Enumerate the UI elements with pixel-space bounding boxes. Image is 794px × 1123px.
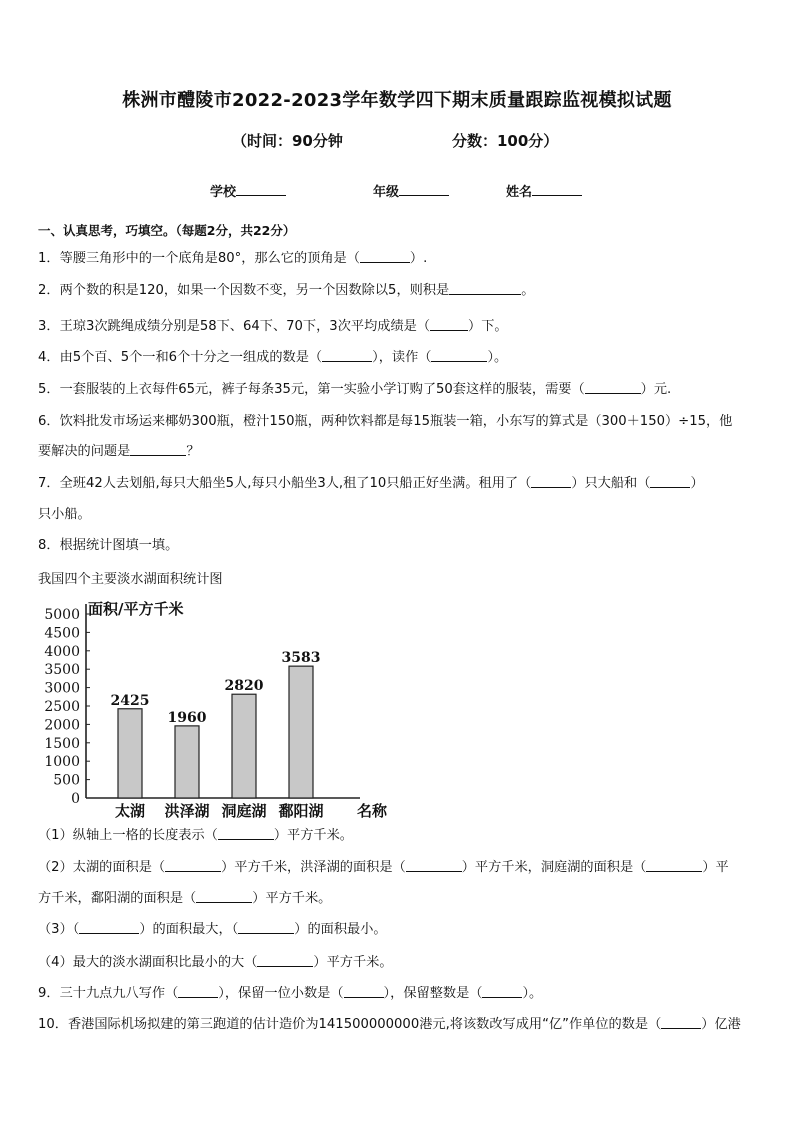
bar-4	[289, 666, 313, 798]
q8-2-text-e: 方千米，鄱阳湖的面积是（	[38, 891, 197, 906]
grade-label: 年级	[373, 185, 400, 200]
y-tick-label: 2000	[44, 717, 80, 734]
question-8-4	[38, 954, 393, 972]
q3-answer-blank[interactable]	[430, 318, 468, 331]
q7-text-end: ）	[690, 476, 704, 491]
question-7	[38, 475, 704, 493]
y-ticks	[44, 607, 90, 807]
bars	[118, 666, 313, 798]
school-label: 学校	[210, 185, 237, 200]
bar-value-label: 2425	[110, 692, 150, 709]
q4-text: 4．由5个百、5个一和6个十分之一组成的数是（	[38, 350, 323, 365]
q8-2-text-a: （2）太湖的面积是（	[38, 860, 166, 875]
q8-3-smallest-blank[interactable]	[238, 921, 294, 934]
y-tick-label: 3000	[44, 680, 80, 697]
q8-4-answer-blank[interactable]	[257, 954, 313, 967]
y-tick-label: 1000	[44, 754, 80, 771]
q4-text-mid: ），读作（	[372, 350, 432, 365]
q9-text-a: 9．三十九点九八写作（	[38, 986, 179, 1001]
bar-chart	[30, 590, 410, 825]
y-tick-label: 2500	[44, 699, 80, 715]
q8-3-largest-blank[interactable]	[79, 921, 139, 934]
x-ticks	[115, 802, 324, 820]
x-axis-label: 名称	[356, 802, 388, 820]
y-tick-label: 500	[53, 772, 80, 789]
q8-2-hongze-blank[interactable]	[406, 859, 462, 872]
y-tick-label: 0	[71, 791, 80, 807]
page-title: 株洲市醴陵市2022-2023学年数学四下期末质量跟踪监视模拟试题	[122, 90, 672, 111]
q9-text-d: ）。	[522, 986, 543, 1001]
q8-1-answer-blank[interactable]	[218, 827, 274, 840]
q7-text: 7．全班42人去划船,每只大船坐5人,每只小船坐3人,租了10只船正好坐满。租用了（	[38, 476, 532, 491]
q9-text-b: ），保留一位小数是（	[218, 986, 344, 1001]
question-7-line2: 只小船。	[38, 507, 91, 522]
q5-text: 5．一套服装的上衣每件65元，裤子每条35元，第一实验小学订购了50套这样的服装，需要（	[38, 382, 585, 397]
bar-1	[118, 709, 142, 798]
q2-text-end: 。	[521, 283, 535, 298]
y-tick-label: 4500	[44, 625, 80, 642]
q2-answer-blank[interactable]	[449, 282, 521, 295]
q4-text-end: ）。	[487, 350, 508, 365]
q8-3-text-b: ）的面积最大，（	[139, 922, 239, 937]
q10-text-end: ）亿港	[701, 1017, 741, 1032]
q10-answer-blank[interactable]	[661, 1016, 701, 1029]
q2-text: 2．两个数的积是120，如果一个因数不变，另一个因数除以5，则积是	[38, 283, 450, 298]
q8-4-text-end: ）平方千米。	[313, 955, 393, 970]
grade-field	[373, 181, 449, 200]
bar-2	[175, 726, 199, 798]
q8-1-text: （1）纵轴上一格的长度表示（	[38, 828, 218, 843]
question-10	[38, 1016, 741, 1034]
q9-integer-blank[interactable]	[482, 985, 522, 998]
grade-blank[interactable]	[399, 183, 449, 196]
q3-text-end: ）下。	[468, 319, 508, 334]
q9-written-blank[interactable]	[178, 985, 218, 998]
y-tick-label: 4000	[44, 643, 80, 660]
name-blank[interactable]	[532, 183, 582, 196]
q8-2-poyang-blank[interactable]	[196, 890, 252, 903]
q8-4-text: （4）最大的淡水湖面积比最小的大（	[38, 955, 258, 970]
q4-reading-blank[interactable]	[431, 349, 487, 362]
q7-big-boat-blank[interactable]	[531, 475, 571, 488]
exam-time: （时间：90分钟	[232, 132, 343, 150]
bar-value-label: 2820	[224, 678, 264, 695]
q8-3-text-c: ）的面积最小。	[294, 922, 387, 937]
q8-2-text-b: ）平方千米，洪泽湖的面积是（	[221, 860, 406, 875]
q1-text: 1．等腰三角形中的一个底角是80°，那么它的顶角是（	[38, 251, 360, 266]
question-3	[38, 318, 508, 336]
question-8-2	[38, 859, 729, 877]
q7-text-mid: ）只大船和（	[571, 476, 651, 491]
question-9	[38, 985, 542, 1003]
school-field	[210, 181, 286, 200]
y-tick-label: 5000	[44, 607, 80, 623]
q8-1-text-end: ）平方千米。	[273, 828, 353, 843]
x-tick-label: 洪泽湖	[164, 802, 210, 820]
bar-value-label: 1960	[167, 709, 207, 726]
q8-2-dongting-blank[interactable]	[646, 859, 702, 872]
q5-text-end: ）元.	[640, 382, 672, 397]
q9-text-c: ），保留整数是（	[383, 986, 483, 1001]
q4-number-blank[interactable]	[322, 349, 372, 362]
q1-text-end: ）.	[409, 251, 428, 266]
x-tick-label: 洞庭湖	[221, 802, 267, 820]
q8-2-text-c: ）平方千米，洞庭湖的面积是（	[461, 860, 647, 875]
q8-2-taihu-blank[interactable]	[165, 859, 221, 872]
question-8: 8．根据统计图填一填。	[38, 538, 179, 553]
bar-value-label: 3583	[281, 650, 321, 667]
question-8-3	[38, 921, 387, 939]
question-8-2-line2	[38, 890, 331, 908]
q7-small-boat-blank[interactable]	[650, 475, 690, 488]
question-6-line2	[38, 443, 200, 461]
q1-answer-blank[interactable]	[360, 250, 410, 263]
y-tick-label: 3500	[44, 662, 80, 679]
question-1	[38, 250, 427, 268]
q8-2-text-f: ）平方千米。	[252, 891, 332, 906]
q5-answer-blank[interactable]	[585, 381, 641, 394]
name-field	[506, 181, 582, 200]
y-axis-label: 面积/平方千米	[88, 600, 184, 618]
question-5	[38, 381, 671, 399]
x-tick-label: 太湖	[114, 802, 146, 820]
q6-answer-blank[interactable]	[130, 443, 186, 456]
q6-text: 要解决的问题是	[38, 444, 131, 459]
exam-score: 分数：100分）	[452, 132, 559, 150]
chart-title: 我国四个主要淡水湖面积统计图	[38, 572, 223, 587]
name-label: 姓名	[506, 185, 533, 200]
q6-text-end: ？	[186, 444, 200, 459]
question-8-1	[38, 827, 353, 845]
question-4	[38, 349, 507, 367]
school-blank[interactable]	[236, 183, 286, 196]
y-tick-label: 1500	[44, 735, 80, 752]
q8-2-text-d: ）平	[702, 860, 729, 875]
x-tick-label: 鄱阳湖	[278, 802, 324, 820]
section-heading: 一、认真思考，巧填空。（每题2分，共22分）	[38, 223, 296, 238]
q3-text: 3．王琼3次跳绳成绩分别是58下、64下、70下，3次平均成绩是（	[38, 319, 431, 334]
q8-3-text-a: （3）（	[38, 922, 80, 937]
question-6-line1: 6．饮料批发市场运来椰奶300瓶，橙汁150瓶，两种饮料都是每15瓶装一箱，小东写的算式是（300＋150）÷15，他	[38, 414, 733, 429]
q9-one-decimal-blank[interactable]	[344, 985, 384, 998]
bar-3	[232, 694, 256, 798]
question-2	[38, 282, 534, 300]
q10-text: 10．香港国际机场拟建的第三跑道的估计造价为141500000000港元,将该数改写成用“亿”作单位的数是（	[38, 1017, 662, 1032]
